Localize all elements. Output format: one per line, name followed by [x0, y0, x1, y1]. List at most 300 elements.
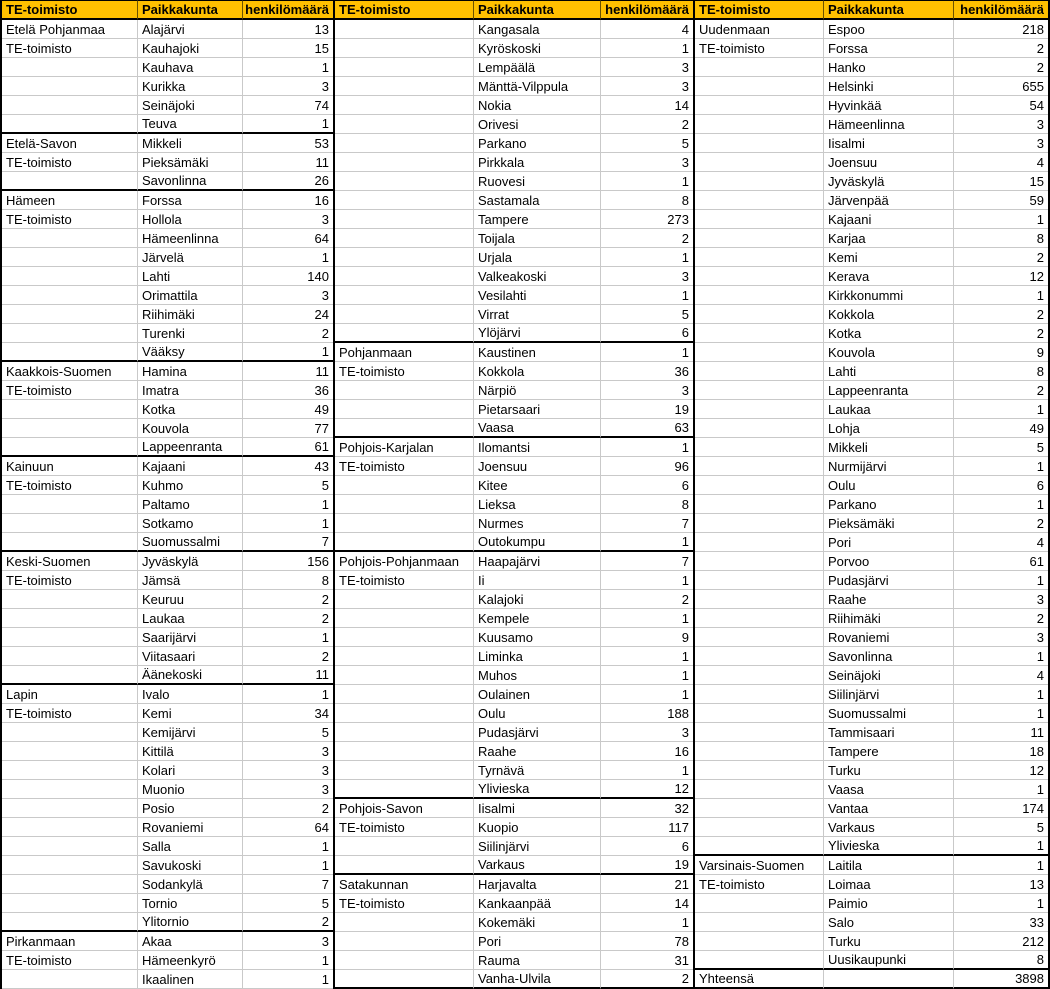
cell-place[interactable]: Nokia — [474, 96, 601, 115]
cell-place[interactable]: Posio — [138, 799, 243, 818]
cell-place[interactable]: Ylitornio — [138, 913, 243, 932]
cell-office[interactable] — [2, 495, 138, 514]
cell-place[interactable]: Lempäälä — [474, 58, 601, 77]
cell-place[interactable]: Iisalmi — [474, 799, 601, 818]
cell-office[interactable] — [695, 115, 824, 134]
header-office[interactable]: TE-toimisto — [695, 0, 824, 20]
cell-place[interactable]: Kittilä — [138, 742, 243, 761]
cell-count[interactable]: 15 — [954, 172, 1048, 191]
cell-count[interactable]: 3 — [954, 134, 1048, 153]
cell-office[interactable]: Satakunnan — [335, 875, 474, 894]
cell-office[interactable] — [2, 799, 138, 818]
cell-office[interactable] — [2, 761, 138, 780]
cell-count[interactable]: 14 — [601, 894, 693, 913]
cell-place[interactable]: Kokemäki — [474, 913, 601, 932]
cell-place[interactable]: Hämeenlinna — [138, 229, 243, 248]
cell-place[interactable]: Uusikaupunki — [824, 951, 954, 970]
cell-office[interactable] — [695, 514, 824, 533]
cell-office[interactable] — [695, 609, 824, 628]
cell-count[interactable]: 36 — [243, 381, 333, 400]
cell-office[interactable] — [2, 837, 138, 856]
cell-count[interactable]: 2 — [954, 248, 1048, 267]
cell-office[interactable] — [2, 58, 138, 77]
cell-place[interactable]: Virrat — [474, 305, 601, 324]
cell-place[interactable]: Muonio — [138, 780, 243, 799]
cell-place[interactable]: Sodankylä — [138, 875, 243, 894]
cell-count[interactable]: 174 — [954, 799, 1048, 818]
cell-office[interactable] — [695, 457, 824, 476]
cell-count[interactable]: 9 — [601, 628, 693, 647]
cell-count[interactable]: 1 — [243, 58, 333, 77]
cell-place[interactable]: Ivalo — [138, 685, 243, 704]
cell-count[interactable]: 2 — [954, 514, 1048, 533]
cell-count[interactable]: 212 — [954, 932, 1048, 951]
cell-count[interactable]: 19 — [601, 400, 693, 419]
cell-count[interactable]: 3 — [601, 153, 693, 172]
cell-office[interactable] — [335, 761, 474, 780]
cell-count[interactable]: 18 — [954, 742, 1048, 761]
cell-place[interactable]: Viitasaari — [138, 647, 243, 666]
cell-office[interactable] — [2, 856, 138, 875]
cell-count[interactable]: 36 — [601, 362, 693, 381]
cell-office[interactable] — [695, 761, 824, 780]
cell-place[interactable]: Tampere — [474, 210, 601, 229]
cell-count[interactable]: 4 — [954, 666, 1048, 685]
cell-count[interactable]: 218 — [954, 20, 1048, 39]
header-count[interactable]: henkilömäärä — [243, 0, 333, 20]
cell-count[interactable]: 1 — [601, 685, 693, 704]
cell-count[interactable]: 3 — [601, 381, 693, 400]
cell-office[interactable] — [2, 324, 138, 343]
cell-place[interactable]: Paimio — [824, 894, 954, 913]
cell-count[interactable]: 1 — [243, 343, 333, 362]
cell-count[interactable]: 12 — [954, 267, 1048, 286]
cell-office[interactable] — [695, 438, 824, 457]
cell-count[interactable]: 64 — [243, 229, 333, 248]
cell-place[interactable]: Vääksy — [138, 343, 243, 362]
cell-count[interactable]: 3 — [601, 723, 693, 742]
cell-place[interactable]: Pietarsaari — [474, 400, 601, 419]
cell-count[interactable]: 2 — [954, 39, 1048, 58]
cell-office[interactable] — [695, 248, 824, 267]
cell-count[interactable]: 43 — [243, 457, 333, 476]
cell-office[interactable] — [335, 324, 474, 343]
cell-count[interactable]: 1 — [243, 856, 333, 875]
cell-place[interactable]: Kotka — [824, 324, 954, 343]
cell-place[interactable]: Ruovesi — [474, 172, 601, 191]
cell-place[interactable]: Kouvola — [138, 419, 243, 438]
cell-office[interactable] — [695, 495, 824, 514]
cell-place[interactable]: Laitila — [824, 856, 954, 875]
cell-office[interactable]: TE-toimisto — [695, 39, 824, 58]
cell-place[interactable]: Imatra — [138, 381, 243, 400]
cell-count[interactable]: 1 — [954, 704, 1048, 723]
cell-office[interactable] — [695, 818, 824, 837]
cell-place[interactable]: Seinäjoki — [824, 666, 954, 685]
cell-place[interactable]: Kajaani — [138, 457, 243, 476]
cell-office[interactable] — [695, 799, 824, 818]
cell-office[interactable] — [695, 381, 824, 400]
header-count[interactable]: henkilömäärä — [601, 0, 693, 20]
cell-place[interactable]: Outokumpu — [474, 533, 601, 552]
cell-office[interactable] — [695, 647, 824, 666]
cell-place[interactable]: Kangasala — [474, 20, 601, 39]
cell-office[interactable] — [695, 267, 824, 286]
cell-count[interactable]: 12 — [601, 780, 693, 799]
cell-count[interactable]: 6 — [601, 476, 693, 495]
cell-office[interactable] — [2, 438, 138, 457]
cell-office[interactable] — [335, 419, 474, 438]
cell-count[interactable]: 3 — [243, 932, 333, 951]
cell-office[interactable] — [335, 723, 474, 742]
cell-office[interactable] — [695, 666, 824, 685]
header-place[interactable]: Paikkakunta — [138, 0, 243, 20]
cell-count[interactable]: 1 — [601, 172, 693, 191]
cell-place[interactable]: Pieksämäki — [824, 514, 954, 533]
cell-place[interactable]: Savukoski — [138, 856, 243, 875]
cell-place[interactable]: Hollola — [138, 210, 243, 229]
cell-office[interactable] — [335, 647, 474, 666]
cell-count[interactable]: 7 — [243, 533, 333, 552]
cell-office[interactable] — [335, 837, 474, 856]
cell-office[interactable] — [335, 172, 474, 191]
cell-place[interactable]: Hämeenlinna — [824, 115, 954, 134]
cell-place[interactable]: Paltamo — [138, 495, 243, 514]
cell-office[interactable] — [335, 115, 474, 134]
cell-office[interactable] — [335, 495, 474, 514]
cell-count[interactable]: 2 — [601, 115, 693, 134]
cell-office[interactable] — [695, 476, 824, 495]
cell-count[interactable]: 8 — [601, 191, 693, 210]
cell-office[interactable]: Etelä-Savon — [2, 134, 138, 153]
cell-place[interactable]: Salo — [824, 913, 954, 932]
cell-place[interactable]: Hanko — [824, 58, 954, 77]
cell-count[interactable]: 2 — [954, 58, 1048, 77]
header-count[interactable]: henkilömäärä — [954, 0, 1048, 20]
cell-place[interactable]: Kankaanpää — [474, 894, 601, 913]
cell-office[interactable] — [2, 115, 138, 134]
cell-place[interactable]: Pieksämäki — [138, 153, 243, 172]
cell-count[interactable]: 6 — [601, 837, 693, 856]
cell-office[interactable] — [2, 172, 138, 191]
cell-count[interactable]: 61 — [954, 552, 1048, 571]
cell-office[interactable] — [335, 666, 474, 685]
cell-office[interactable] — [335, 96, 474, 115]
cell-place[interactable]: Espoo — [824, 20, 954, 39]
cell-office[interactable] — [2, 780, 138, 799]
cell-count[interactable]: 5 — [601, 305, 693, 324]
cell-place[interactable]: Alajärvi — [138, 20, 243, 39]
cell-place[interactable]: Suomussalmi — [138, 533, 243, 552]
cell-office[interactable] — [2, 742, 138, 761]
cell-office[interactable] — [335, 780, 474, 799]
cell-office[interactable] — [335, 153, 474, 172]
cell-office[interactable] — [335, 286, 474, 305]
cell-count[interactable]: 2 — [243, 647, 333, 666]
cell-place[interactable]: Kirkkonummi — [824, 286, 954, 305]
cell-count[interactable]: 3 — [601, 267, 693, 286]
cell-count[interactable]: 188 — [601, 704, 693, 723]
cell-place[interactable]: Hämeenkyrö — [138, 951, 243, 970]
cell-place[interactable]: Lohja — [824, 419, 954, 438]
cell-place[interactable]: Kauhajoki — [138, 39, 243, 58]
cell-office[interactable] — [335, 476, 474, 495]
cell-place[interactable]: Turenki — [138, 324, 243, 343]
cell-place[interactable]: Joensuu — [474, 457, 601, 476]
cell-place[interactable]: Mikkeli — [824, 438, 954, 457]
cell-count[interactable]: 96 — [601, 457, 693, 476]
cell-place[interactable]: Parkano — [474, 134, 601, 153]
cell-place[interactable]: Iisalmi — [824, 134, 954, 153]
header-office[interactable]: TE-toimisto — [2, 0, 138, 20]
cell-place[interactable]: Parkano — [824, 495, 954, 514]
cell-place[interactable]: Hamina — [138, 362, 243, 381]
cell-count[interactable]: 2 — [243, 609, 333, 628]
cell-place[interactable]: Orimattila — [138, 286, 243, 305]
cell-office[interactable]: Uudenmaan — [695, 20, 824, 39]
cell-office[interactable] — [695, 419, 824, 438]
cell-office[interactable] — [695, 96, 824, 115]
cell-count[interactable]: 24 — [243, 305, 333, 324]
cell-count[interactable]: 11 — [243, 666, 333, 685]
cell-place[interactable]: Pori — [824, 533, 954, 552]
cell-count[interactable]: 1 — [954, 286, 1048, 305]
cell-count[interactable]: 1 — [601, 761, 693, 780]
cell-place[interactable]: Riihimäki — [138, 305, 243, 324]
cell-count[interactable]: 31 — [601, 951, 693, 970]
cell-office[interactable]: Varsinais-Suomen — [695, 856, 824, 875]
cell-count[interactable]: 77 — [243, 419, 333, 438]
cell-count[interactable]: 8 — [243, 571, 333, 590]
cell-place[interactable]: Hyvinkää — [824, 96, 954, 115]
cell-place[interactable]: Oulainen — [474, 685, 601, 704]
cell-office[interactable] — [335, 248, 474, 267]
cell-place[interactable]: Siilinjärvi — [474, 837, 601, 856]
cell-office[interactable] — [695, 153, 824, 172]
cell-count[interactable]: 273 — [601, 210, 693, 229]
cell-office[interactable] — [335, 210, 474, 229]
cell-office[interactable] — [695, 172, 824, 191]
cell-count[interactable]: 34 — [243, 704, 333, 723]
cell-count[interactable]: 3898 — [954, 970, 1048, 989]
cell-place[interactable]: Pirkkala — [474, 153, 601, 172]
cell-office[interactable] — [335, 742, 474, 761]
cell-office[interactable] — [335, 305, 474, 324]
cell-count[interactable]: 1 — [954, 856, 1048, 875]
cell-count[interactable]: 1 — [243, 115, 333, 134]
cell-count[interactable]: 7 — [243, 875, 333, 894]
cell-office[interactable]: TE-toimisto — [2, 153, 138, 172]
cell-office[interactable] — [695, 77, 824, 96]
cell-place[interactable]: Laukaa — [138, 609, 243, 628]
cell-office[interactable] — [695, 400, 824, 419]
cell-place[interactable]: Salla — [138, 837, 243, 856]
cell-office[interactable] — [2, 77, 138, 96]
cell-count[interactable]: 3 — [243, 210, 333, 229]
cell-place[interactable]: Raahe — [474, 742, 601, 761]
cell-count[interactable]: 1 — [954, 210, 1048, 229]
cell-office[interactable] — [695, 894, 824, 913]
cell-office[interactable] — [2, 96, 138, 115]
cell-count[interactable]: 2 — [954, 381, 1048, 400]
cell-count[interactable]: 19 — [601, 856, 693, 875]
cell-place[interactable]: Jämsä — [138, 571, 243, 590]
cell-place[interactable]: Jyväskylä — [138, 552, 243, 571]
cell-place[interactable]: Ylivieska — [824, 837, 954, 856]
cell-office[interactable] — [695, 742, 824, 761]
cell-office[interactable] — [695, 571, 824, 590]
cell-count[interactable]: 1 — [601, 533, 693, 552]
cell-place[interactable]: Ilomantsi — [474, 438, 601, 457]
cell-count[interactable]: 9 — [954, 343, 1048, 362]
cell-place[interactable]: Raahe — [824, 590, 954, 609]
cell-place[interactable]: Järvenpää — [824, 191, 954, 210]
cell-place[interactable]: Järvelä — [138, 248, 243, 267]
cell-office[interactable] — [335, 514, 474, 533]
cell-office[interactable]: TE-toimisto — [2, 39, 138, 58]
cell-office[interactable] — [335, 590, 474, 609]
cell-count[interactable]: 3 — [243, 742, 333, 761]
cell-place[interactable]: Siilinjärvi — [824, 685, 954, 704]
cell-office[interactable]: Pohjois-Karjalan — [335, 438, 474, 457]
cell-place[interactable]: Valkeakoski — [474, 267, 601, 286]
cell-office[interactable] — [335, 229, 474, 248]
cell-count[interactable]: 1 — [601, 609, 693, 628]
cell-count[interactable]: 1 — [243, 685, 333, 704]
cell-office[interactable] — [335, 39, 474, 58]
cell-place[interactable]: Närpiö — [474, 381, 601, 400]
cell-place[interactable]: Keuruu — [138, 590, 243, 609]
cell-office[interactable] — [335, 932, 474, 951]
cell-place[interactable]: Harjavalta — [474, 875, 601, 894]
cell-count[interactable]: 1 — [243, 495, 333, 514]
cell-count[interactable]: 5 — [601, 134, 693, 153]
cell-office[interactable]: Pohjois-Pohjanmaan — [335, 552, 474, 571]
cell-office[interactable] — [695, 704, 824, 723]
cell-count[interactable]: 1 — [954, 400, 1048, 419]
cell-count[interactable]: 4 — [954, 533, 1048, 552]
cell-place[interactable]: Kuopio — [474, 818, 601, 837]
cell-office[interactable] — [695, 191, 824, 210]
cell-office[interactable]: TE-toimisto — [335, 894, 474, 913]
cell-office[interactable] — [2, 647, 138, 666]
cell-count[interactable]: 2 — [243, 324, 333, 343]
cell-count[interactable]: 2 — [243, 590, 333, 609]
cell-place[interactable]: Mänttä-Vilppula — [474, 77, 601, 96]
cell-count[interactable]: 4 — [601, 20, 693, 39]
cell-place[interactable]: Tampere — [824, 742, 954, 761]
cell-place[interactable]: Laukaa — [824, 400, 954, 419]
cell-place[interactable]: Kajaani — [824, 210, 954, 229]
cell-count[interactable]: 11 — [243, 362, 333, 381]
cell-count[interactable]: 14 — [601, 96, 693, 115]
cell-office[interactable] — [335, 267, 474, 286]
cell-place[interactable]: Seinäjoki — [138, 96, 243, 115]
cell-place[interactable]: Kalajoki — [474, 590, 601, 609]
cell-count[interactable]: 12 — [954, 761, 1048, 780]
cell-office[interactable]: TE-toimisto — [335, 362, 474, 381]
cell-count[interactable]: 1 — [601, 438, 693, 457]
cell-count[interactable]: 1 — [243, 837, 333, 856]
cell-count[interactable]: 1 — [954, 685, 1048, 704]
cell-place[interactable]: Kemi — [138, 704, 243, 723]
cell-office[interactable] — [695, 210, 824, 229]
cell-count[interactable]: 7 — [601, 514, 693, 533]
cell-place[interactable]: Ylivieska — [474, 780, 601, 799]
cell-office[interactable] — [335, 58, 474, 77]
cell-count[interactable]: 2 — [954, 609, 1048, 628]
cell-count[interactable]: 1 — [601, 647, 693, 666]
cell-office[interactable] — [695, 780, 824, 799]
cell-office[interactable]: TE-toimisto — [2, 951, 138, 970]
cell-office[interactable] — [335, 685, 474, 704]
cell-place[interactable]: Kuhmo — [138, 476, 243, 495]
cell-place[interactable]: Tornio — [138, 894, 243, 913]
cell-count[interactable]: 1 — [243, 970, 333, 989]
cell-office[interactable] — [335, 400, 474, 419]
cell-count[interactable]: 15 — [243, 39, 333, 58]
cell-count[interactable]: 3 — [601, 58, 693, 77]
cell-count[interactable]: 1 — [601, 666, 693, 685]
cell-office[interactable] — [2, 305, 138, 324]
cell-place[interactable]: Sotkamo — [138, 514, 243, 533]
cell-office[interactable] — [695, 685, 824, 704]
cell-place[interactable]: Ylöjärvi — [474, 324, 601, 343]
cell-office[interactable] — [2, 970, 138, 989]
cell-office[interactable]: TE-toimisto — [695, 875, 824, 894]
cell-count[interactable]: 2 — [243, 799, 333, 818]
cell-count[interactable]: 1 — [601, 286, 693, 305]
cell-office[interactable] — [335, 381, 474, 400]
cell-place[interactable]: Varkaus — [474, 856, 601, 875]
cell-count[interactable]: 5 — [954, 818, 1048, 837]
cell-place[interactable]: Pori — [474, 932, 601, 951]
cell-count[interactable]: 1 — [954, 780, 1048, 799]
cell-place[interactable]: Kemi — [824, 248, 954, 267]
cell-office[interactable] — [335, 134, 474, 153]
cell-office[interactable] — [695, 837, 824, 856]
cell-place[interactable]: Saarijärvi — [138, 628, 243, 647]
cell-place[interactable]: Helsinki — [824, 77, 954, 96]
cell-count[interactable]: 1 — [601, 248, 693, 267]
cell-office[interactable]: Kainuun — [2, 457, 138, 476]
cell-place[interactable]: Lappeenranta — [824, 381, 954, 400]
cell-office[interactable] — [695, 590, 824, 609]
cell-office[interactable] — [695, 723, 824, 742]
cell-office[interactable]: TE-toimisto — [2, 571, 138, 590]
cell-count[interactable]: 2 — [954, 305, 1048, 324]
cell-place[interactable]: Karjaa — [824, 229, 954, 248]
cell-office[interactable] — [2, 590, 138, 609]
cell-count[interactable]: 7 — [601, 552, 693, 571]
cell-office[interactable]: Pohjanmaan — [335, 343, 474, 362]
cell-office[interactable] — [335, 970, 474, 989]
cell-place[interactable]: Vesilahti — [474, 286, 601, 305]
cell-count[interactable]: 16 — [243, 191, 333, 210]
cell-count[interactable]: 59 — [954, 191, 1048, 210]
cell-count[interactable]: 2 — [601, 970, 693, 989]
cell-office[interactable] — [2, 875, 138, 894]
cell-place[interactable]: Haapajärvi — [474, 552, 601, 571]
cell-count[interactable]: 61 — [243, 438, 333, 457]
cell-count[interactable]: 33 — [954, 913, 1048, 932]
cell-place[interactable]: Rovaniemi — [824, 628, 954, 647]
cell-office[interactable] — [335, 533, 474, 552]
cell-place[interactable]: Porvoo — [824, 552, 954, 571]
cell-count[interactable]: 6 — [954, 476, 1048, 495]
cell-place[interactable]: Ikaalinen — [138, 970, 243, 989]
cell-count[interactable]: 1 — [954, 495, 1048, 514]
